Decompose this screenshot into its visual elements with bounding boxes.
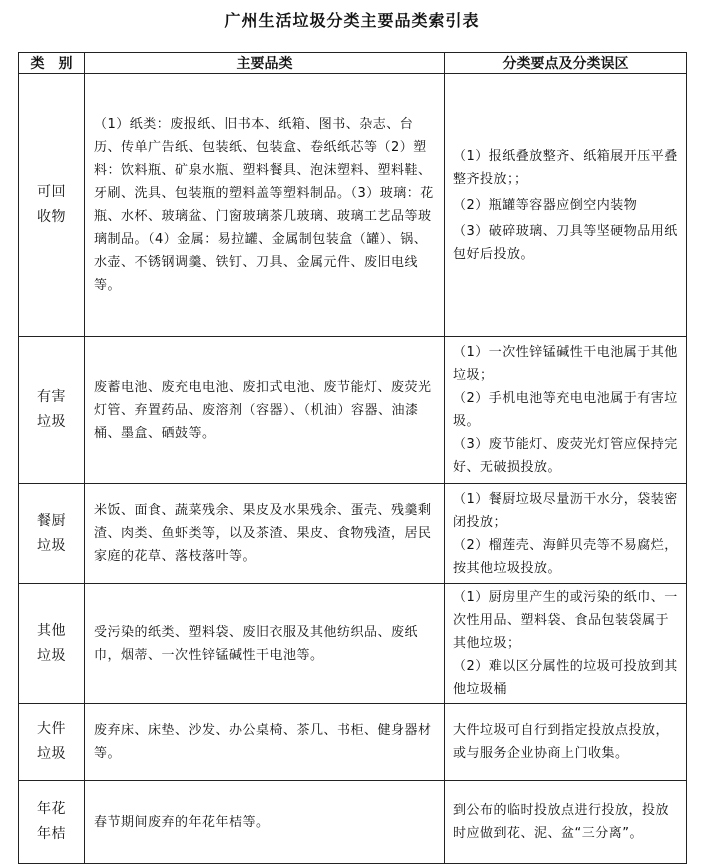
note-item: （2）手机电池等充电电池属于有害垃圾。	[453, 391, 678, 429]
note-item: （2）难以区分属性的垃圾可投放到其他垃圾桶	[453, 659, 678, 697]
note-item: 大件垃圾可自行到指定投放点投放，或与服务企业协商上门收集。	[453, 723, 670, 761]
category-label: 有害垃圾	[36, 389, 66, 430]
category-cell	[19, 781, 85, 864]
table-row-kitchen	[19, 484, 687, 584]
note-item: （3）破碎玻璃、刀具等坚硬物品用纸包好后投放。	[453, 223, 678, 262]
items-cell: 受污染的纸类、塑料袋、废旧衣服及其他纺织品、废纸巾，烟蒂、一次性锌锰碱性干电池等。	[85, 584, 445, 704]
notes-cell	[445, 704, 687, 781]
items-cell: （1）纸类：废报纸、旧书本、纸箱、图书、杂志、台历、传单广告纸、包装纸、包装盒、卷纸纸芯等（2）塑料：饮料瓶、矿泉水瓶、塑料餐具、泡沫塑料、塑料鞋、牙刷、洗具、包装瓶的塑料盖等塑料制品。（3）玻璃：花瓶、水杯、玻璃盆、门窗玻璃茶几玻璃、玻璃工艺品等玻璃制品。（4）金属：易拉罐、金属制包装盒（罐）、锅、水壶、不锈钢调羹、铁钉、刀具、金属元件、废旧电线等。	[85, 74, 445, 337]
category-cell	[19, 74, 85, 337]
category-label: 大件垃圾	[36, 721, 66, 762]
category-cell	[19, 484, 85, 584]
header-category: 类 别	[19, 53, 85, 74]
category-cell	[19, 584, 85, 704]
garbage-category-table	[18, 52, 687, 864]
items-cell: 废弃床、床垫、沙发、办公桌椅、茶几、书柜、健身器材等。	[85, 704, 445, 781]
note-item: （1）厨房里产生的或污染的纸巾、一次性用品、塑料袋、食品包装袋属于其他垃圾；	[453, 590, 678, 651]
table-row-new-year-flowers	[19, 781, 687, 864]
category-label: 年花年桔	[36, 801, 66, 842]
table-row-bulky	[19, 704, 687, 781]
header-items: 主要品类	[85, 53, 445, 74]
items-cell: 米饭、面食、蔬菜残余、果皮及水果残余、蛋壳、残羹剩渣、肉类、鱼虾类等，以及茶渣、果皮、食物残渣，居民家庭的花草、落枝落叶等。	[85, 484, 445, 584]
notes-cell	[445, 781, 687, 864]
note-item: （3）废节能灯、废荧光灯管应保持完好、无破损投放。	[453, 437, 678, 475]
table-row-recyclable	[19, 74, 687, 337]
category-cell	[19, 337, 85, 484]
table-row-hazardous	[19, 337, 687, 484]
category-label: 餐厨垃圾	[36, 512, 66, 554]
notes-cell	[445, 74, 687, 337]
items-cell: 春节期间废弃的年花年桔等。	[85, 781, 445, 864]
items-cell: 废蓄电池、废充电电池、废扣式电池、废节能灯、废荧光灯管、弃置药品、废溶剂（容器）、（机油）容器、油漆桶、墨盒、硒鼓等。	[85, 337, 445, 484]
note-item: （2）榴莲壳、海鲜贝壳等不易腐烂，按其他垃圾投放。	[453, 537, 678, 576]
note-item: （1）一次性锌锰碱性干电池属于其他垃圾；	[453, 345, 678, 383]
table-header-row	[19, 53, 687, 74]
header-notes: 分类要点及分类误区	[445, 53, 687, 74]
notes-cell	[445, 337, 687, 484]
note-item: （1）餐厨垃圾尽量沥干水分，袋装密闭投放；	[453, 491, 678, 530]
note-item: （2）瓶罐等容器应倒空内装物	[453, 197, 638, 213]
note-item: （1）报纸叠放整齐、纸箱展开压平叠整齐投放；；	[453, 148, 678, 187]
notes-cell	[445, 584, 687, 704]
table-row-other	[19, 584, 687, 704]
category-cell	[19, 704, 85, 781]
category-label: 其他垃圾	[36, 622, 66, 664]
page-title: 广州生活垃圾分类主要品类索引表	[224, 11, 480, 30]
note-item: 到公布的临时投放点进行投放，投放时应做到花、泥、盆“三分离”。	[453, 803, 670, 841]
notes-cell	[445, 484, 687, 584]
category-label: 可回收物	[36, 184, 66, 225]
